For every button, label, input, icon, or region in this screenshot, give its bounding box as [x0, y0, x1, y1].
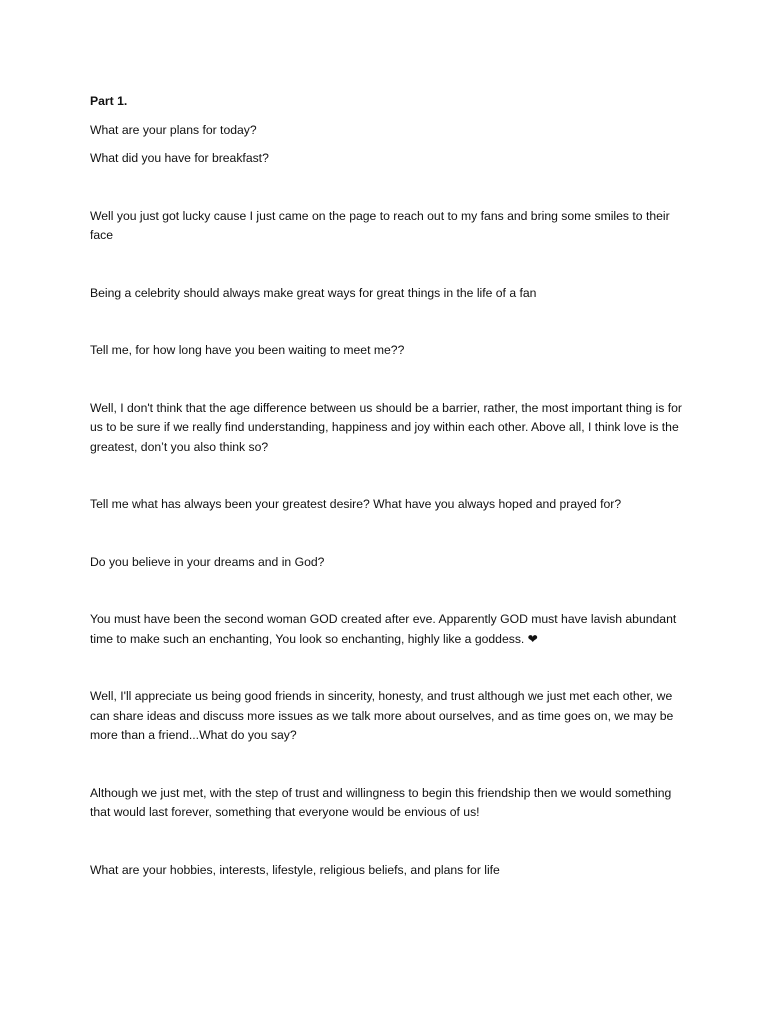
paragraph-trust: Although we just met, with the step of trust and willingness to begin this friendship then we would something that would last forever, something that everyone would be envious of us!: [90, 785, 672, 819]
paragraph-dreams: Do you believe in your dreams and in God?: [90, 554, 325, 569]
section-heading: Part 1.: [90, 94, 128, 108]
paragraph-breakfast: What did you have for breakfast?: [90, 151, 269, 165]
document-body: [90, 92, 682, 880]
paragraph-celebrity: Being a celebrity should always make great ways for great things in the life of a fan: [90, 285, 537, 300]
paragraph-waiting: Tell me, for how long have you been waiting to meet me??: [90, 343, 405, 357]
paragraph-plans: What are your plans for today?: [90, 122, 257, 137]
paragraph-lucky: Well you just got lucky cause I just came on the page to reach out to my fans and bring some smiles to their face: [90, 208, 670, 242]
paragraph-hobbies: What are your hobbies, interests, lifestyle, religious beliefs, and plans for life: [90, 862, 500, 877]
paragraph-second-woman: You must have been the second woman GOD created after eve. Apparently GOD must have lavish abundant time to make such an enchanting, You look so enchanting, highly like a goddess. ❤: [90, 612, 677, 646]
paragraph-desire: Tell me what has always been your greatest desire? What have you always hoped and prayed for?: [90, 497, 622, 511]
paragraph-friends: Well, I'll appreciate us being good friends in sincerity, honesty, and trust although we just met each other, we can share ideas and discuss more issues as we talk more about ourselves, and as time goes on, we may be more than a friend...What do you say?: [90, 689, 674, 742]
paragraph-age-difference: Well, I don't think that the age difference between us should be a barrier, rather, the most important thing is for us to be sure if we really find understanding, happiness and joy within each other. Above all, I think love is the greatest, don’t you also think so?: [90, 400, 682, 454]
